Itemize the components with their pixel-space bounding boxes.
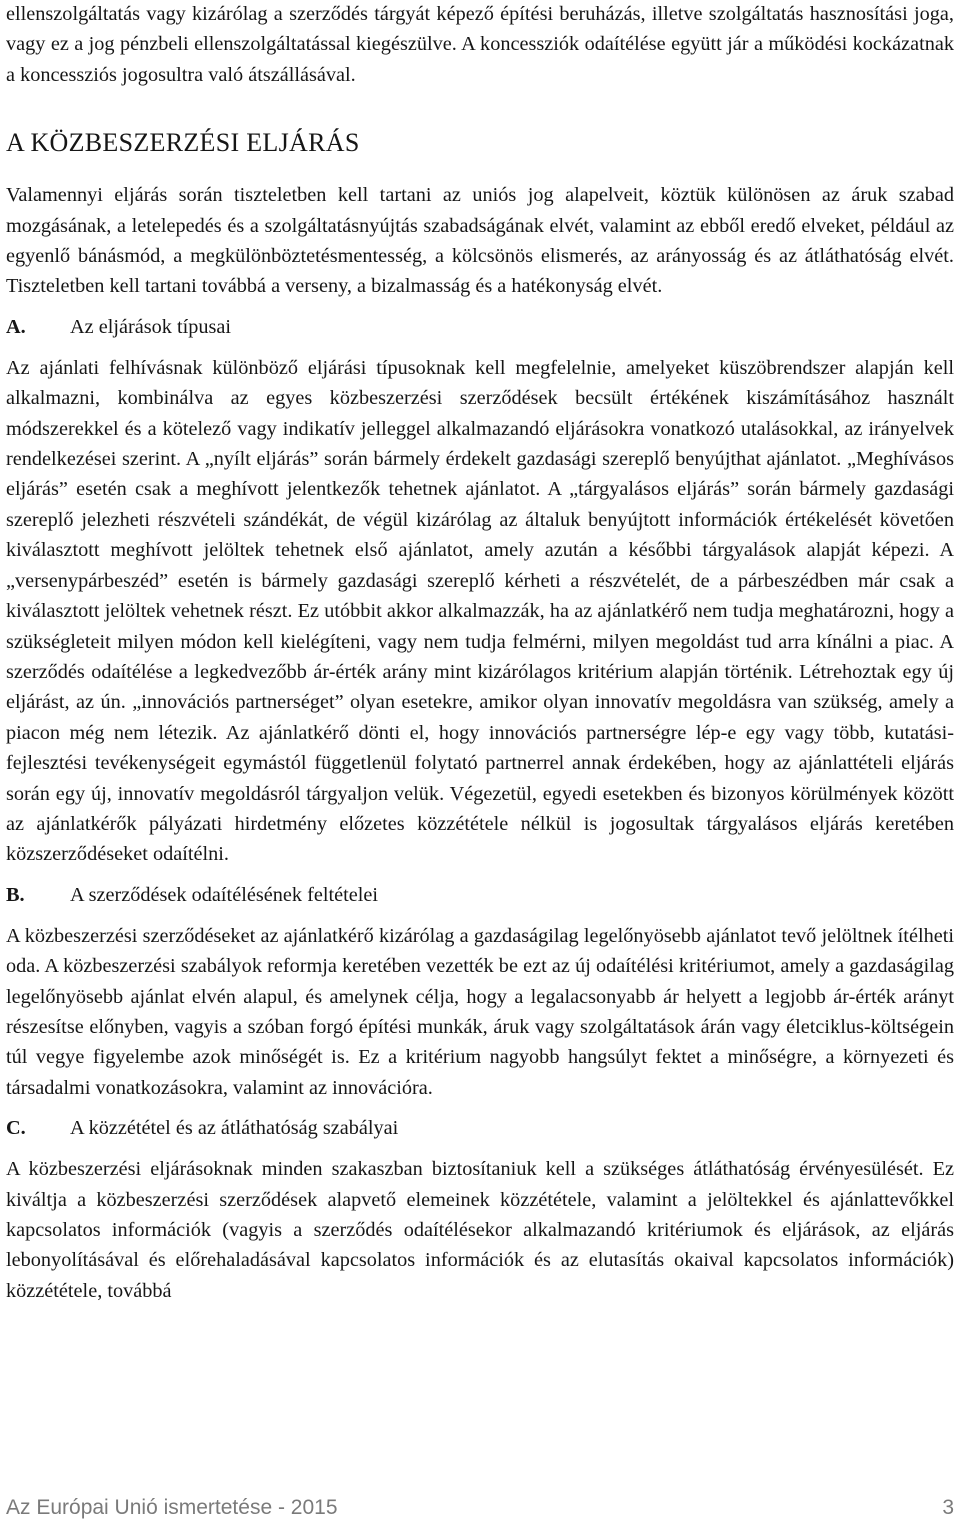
- subsection-b-title: A szerződések odaítélésének feltételei: [70, 883, 379, 906]
- subsection-b-text: A közbeszerzési szerződéseket az ajánlatkérő kizárólag a gazdaságilag legelőnyösebb ajánlatot tevő jelöltnek ítélheti oda. A közbeszerzési szabályok reformja keretében vezették be ezt az új odaítélési kritériumot, amely a gazdaságilag legelőnyösebb ajánlat elvén alapul, és amelynek célja, hogy a legalacsonyabb ár helyett a legjobb ár-érték arányt részesítse előnyben, vagyis a szóban forgó építési munkák, áruk vagy szolgáltatások árán vagy életciklus-költségein túl vegye figyelembe azok minőségét is. Ez a kritérium nagyobb hangsúlyt fektet a minőségre, a környezeti és társadalmi vonatkozásokra, valamint az innovációra.: [6, 924, 954, 1099]
- document-page: [6, 0, 954, 1306]
- section-title: A KÖZBESZERZÉSI ELJÁRÁS: [6, 128, 360, 158]
- section-paragraph: Valamennyi eljárás során tiszteletben kell tartani az uniós jog alapelveit, köztük különösen az áruk szabad mozgásának, a letelepedés és a szolgáltatásnyújtás szabadságának elvét, valamint az ebből eredő elveket, például az egyenlő bánásmód, a megkülönböztetésmentesség, a kölcsönös elismerés, az arányosság és az átláthatóság elvét. Tiszteletben kell tartani továbbá a verseny, a bizalmasság és a hatékonyság elvét.: [6, 184, 954, 298]
- subsection-a-letter: A.: [6, 315, 26, 338]
- subsection-c-title: A közzététel és az átláthatóság szabályai: [70, 1117, 399, 1140]
- footer-title: Az Európai Unió ismertetése - 2015: [6, 1496, 338, 1519]
- intro-paragraph: ellenszolgáltatás vagy kizárólag a szerződés tárgyát képező építési beruházás, illetve szolgáltatás hasznosítási joga, vagy ez a jog pénzbeli ellenszolgáltatással kiegészülve. A koncessziók odaítélése együtt jár a működési kockázatnak a koncessziós jogosultra való átszállásával.: [6, 3, 954, 86]
- page-number: 3: [942, 1496, 954, 1519]
- subsection-c-letter: C.: [6, 1117, 26, 1140]
- subsection-b-heading: [6, 881, 954, 909]
- subsection-c-text: A közbeszerzési eljárásoknak minden szakaszban biztosítaniuk kell a szükséges átláthatóság érvényesülését. Ez kiváltja a közbeszerzési szerződések alapvető elemeinek közzététele, valamint a jelöltekkel és ajánlattevőkkel kapcsolatos információk (vagyis a szerződés odaítélésekor alkalmazandó kritériumok és eljárások, az eljárás lebonyolításával és előrehaladásával kapcsolatos információk és az elutasítás okaival kapcsolatos információk) közzététele, továbbá: [6, 1158, 954, 1302]
- subsection-b-letter: B.: [6, 883, 25, 906]
- subsection-a-text: Az ajánlati felhívásnak különböző eljárási típusoknak kell megfelelnie, amelyeket küszöbrendszer alapján kell alkalmazni, kombinálva az egyes közbeszerzési szerződések becsült értékének kiszámításához használt módszerekkel és a kötelező vagy indikatív jelleggel alkalmazandó eljárásokra vonatkozó utalásokkal, az irányelvek rendelkezései szerint. A „nyílt eljárás” során bármely érdekelt gazdasági szereplő benyújthat ajánlatot. „Meghívásos eljárás” esetén csak a meghívott jelentkezők tehetnek ajánlatot. A „tárgyalásos eljárás” során bármely gazdasági szereplő jelezheti részvételi szándékát, de végül kizárólag az általuk benyújtott információk értékelését követően kiválasztott meghívott jelöltek tehetnek első ajánlatot, amely azután a későbbi tárgyalások alapját képezi. A „versenypárbeszéd” esetén is bármely gazdasági szereplő kérheti a részvételét, de a párbeszédben már csak a kiválasztott jelöltek vehetnek részt. Ez utóbbit akkor alkalmazzák, ha az ajánlatkérő nem tudja meghatározni, hogy a szükségleteit milyen módon kell kielégíteni, vagy nem tudja felmérni, milyen megoldást tud arra kínálni a piac. A szerződés odaítélése a legkedvezőbb ár-érték arány mint kizárólagos kritérium alapján történik. Létrehoztak egy új eljárást, az ún. „innovációs partnerséget” olyan esetekre, amikor olyan innovatív megoldásra van szükség, amely a piacon még nem létezik. Az ajánlatkérő dönti el, hogy innovációs partnerségre lép-e egy vagy több, kutatási-fejlesztési tevékenységeit egymástól függetlenül folytató partnerrel annak érdekében, hogy az ajánlattételi eljárás során egy új, innovatív megoldásról tárgyaljon velük. Végezetül, egyedi esetekben és bizonyos körülmények között az ajánlatkérők pályázati hirdetmény előzetes közzététele nélkül is jogosultak tárgyalásos eljárás keretében közszerződéseket odaítélni.: [6, 356, 954, 866]
- subsection-c-heading: [6, 1114, 954, 1142]
- subsection-a-heading: [6, 313, 954, 341]
- subsection-a-title: Az eljárások típusai: [70, 315, 232, 338]
